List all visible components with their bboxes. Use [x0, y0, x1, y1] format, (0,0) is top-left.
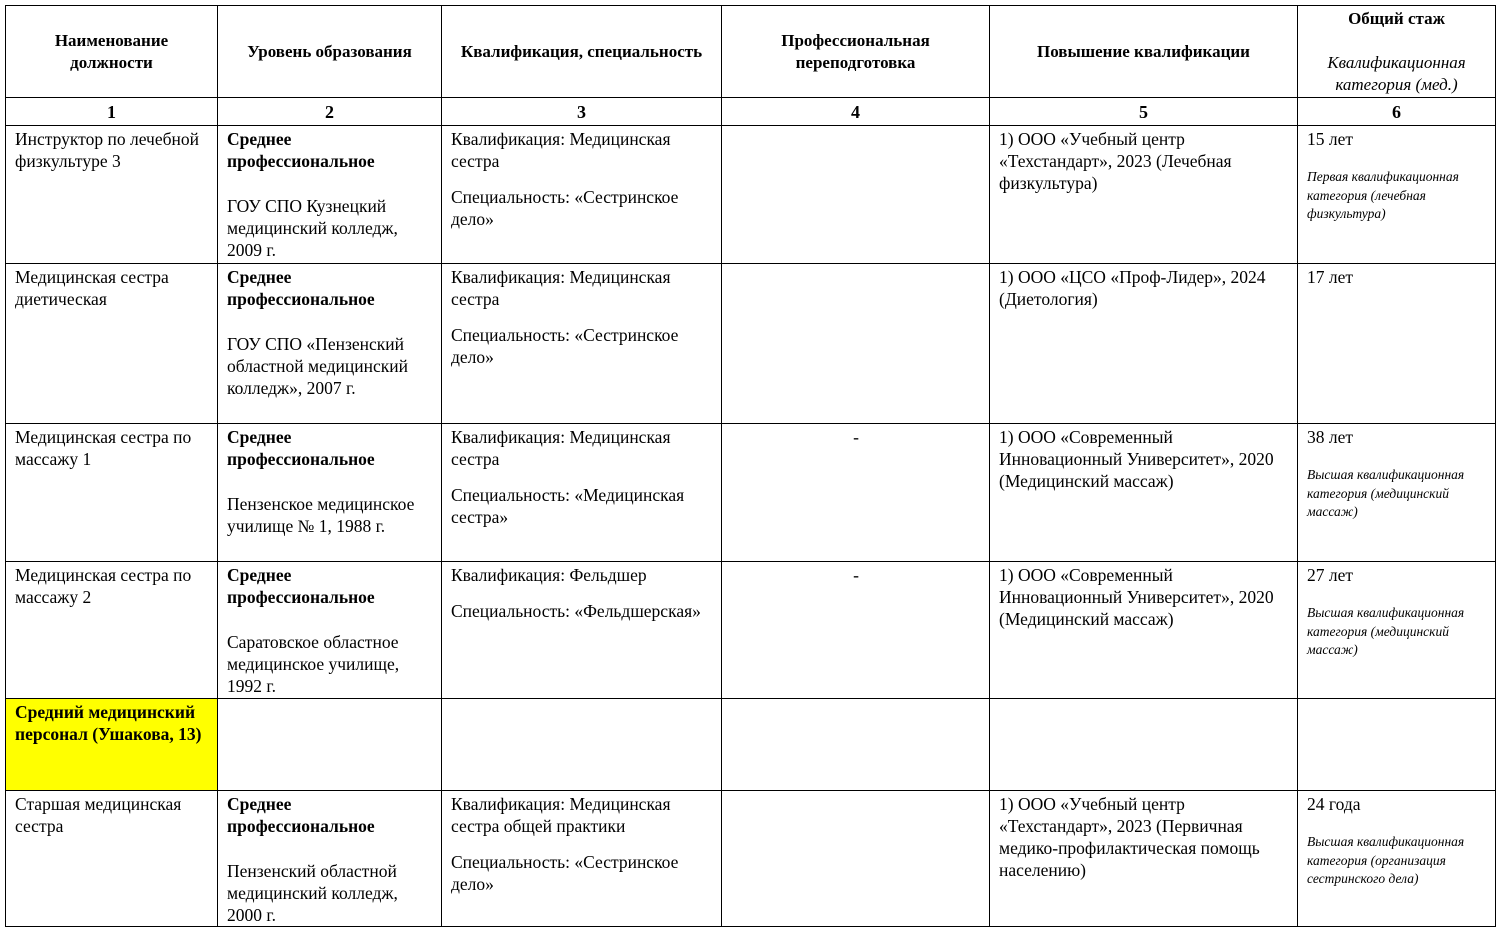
qualification-cell [442, 791, 722, 927]
experience-years: 17 лет [1307, 267, 1354, 287]
qualification-category: Высшая квалификационная категория (организация сестринского дела) [1307, 834, 1465, 886]
empty-cell [1298, 699, 1496, 791]
qualification-cell [442, 562, 722, 699]
education-institution: Саратовское областное медицинское училище, 1992 г. [227, 632, 400, 696]
education-level: Среднее профессиональное [227, 267, 375, 309]
experience-cell [1298, 264, 1496, 424]
retraining-cell [722, 424, 990, 562]
qualification: Квалификация: Медицинская сестра [451, 267, 671, 309]
column-number-row [6, 98, 1496, 126]
qualification-category: Высшая квалификационная категория (медицинский массаж) [1307, 605, 1465, 657]
header-category-subtitle: Квалификационная категория (мед.) [1327, 53, 1466, 94]
position-cell: Старшая медицинская сестра [6, 791, 218, 927]
position-cell: Медицинская сестра по массажу 1 [6, 424, 218, 562]
section-label: Средний медицинский персонал (Ушакова, 13) [6, 699, 218, 791]
empty-cell [990, 699, 1298, 791]
header-experience-title: Общий стаж [1348, 9, 1445, 28]
column-number: 1 [6, 98, 218, 126]
advanced-training-cell: 1) ООО «Учебный центр «Техстандарт», 2023 (Лечебная физкультура) [990, 126, 1298, 264]
header-experience [1298, 6, 1496, 98]
retraining-cell [722, 264, 990, 424]
header-education-level: Уровень образования [218, 6, 442, 98]
retraining-cell [722, 791, 990, 927]
position-cell: Медицинская сестра по массажу 2 [6, 562, 218, 699]
specialty: Специальность: «Сестринское дело» [451, 187, 679, 229]
education-level: Среднее профессиональное [227, 565, 375, 607]
advanced-training-cell: 1) ООО «Современный Инновационный Университет», 2020 (Медицинский массаж) [990, 562, 1298, 699]
column-number: 6 [1298, 98, 1496, 126]
position-cell: Инструктор по лечебной физкультуре 3 [6, 126, 218, 264]
retraining-cell [722, 126, 990, 264]
experience-cell [1298, 126, 1496, 264]
education-cell [218, 126, 442, 264]
qualification-category: Первая квалификационная категория (лечебная физкультура) [1307, 169, 1459, 221]
advanced-training-cell: 1) ООО «Современный Инновационный Университет», 2020 (Медицинский массаж) [990, 424, 1298, 562]
column-number: 5 [990, 98, 1298, 126]
qualification: Квалификация: Медицинская сестра [451, 427, 671, 469]
qualification-cell [442, 264, 722, 424]
position-cell: Медицинская сестра диетическая [6, 264, 218, 424]
column-number: 3 [442, 98, 722, 126]
advanced-training-cell: 1) ООО «ЦСО «Проф-Лидер», 2024 (Диетология) [990, 264, 1298, 424]
experience-years: 27 лет [1307, 565, 1354, 585]
specialty: Специальность: «Фельдшерская» [451, 601, 701, 621]
specialty: Специальность: «Медицинская сестра» [451, 485, 685, 527]
qualification-cell [442, 126, 722, 264]
table-row [6, 264, 1496, 424]
header-qualification: Квалификация, специальность [442, 6, 722, 98]
empty-cell [218, 699, 442, 791]
specialty: Специальность: «Сестринское дело» [451, 325, 679, 367]
experience-cell [1298, 424, 1496, 562]
qualification-category: Высшая квалификационная категория (медицинский массаж) [1307, 467, 1465, 519]
advanced-training-cell: 1) ООО «Учебный центр «Техстандарт», 2023 (Первичная медико-профилактическая помощь населению) [990, 791, 1298, 927]
table-row [6, 791, 1496, 927]
education-cell [218, 791, 442, 927]
education-cell [218, 562, 442, 699]
experience-cell [1298, 791, 1496, 927]
qualification-cell [442, 424, 722, 562]
retraining: - [853, 427, 859, 447]
experience-years: 24 года [1307, 794, 1361, 814]
qualification: Квалификация: Медицинская сестра [451, 129, 671, 171]
education-institution: ГОУ СПО Кузнецкий медицинский колледж, 2009 г. [227, 196, 398, 260]
table-row [6, 562, 1496, 699]
education-level: Среднее профессиональное [227, 427, 375, 469]
qualification: Квалификация: Медицинская сестра общей практики [451, 794, 671, 836]
header-position: Наименование должности [6, 6, 218, 98]
education-institution: ГОУ СПО «Пензенский областной медицинский колледж», 2007 г. [227, 334, 408, 398]
experience-cell [1298, 562, 1496, 699]
education-institution: Пензенское медицинское училище № 1, 1988 г. [227, 494, 415, 536]
column-number: 2 [218, 98, 442, 126]
header-retraining: Профессиональная переподготовка [722, 6, 990, 98]
retraining-cell [722, 562, 990, 699]
empty-cell [442, 699, 722, 791]
specialty: Специальность: «Сестринское дело» [451, 852, 679, 894]
column-number: 4 [722, 98, 990, 126]
qualification: Квалификация: Фельдшер [451, 565, 647, 585]
section-row [6, 699, 1496, 791]
staff-qualification-table [5, 5, 1496, 927]
retraining: - [853, 565, 859, 585]
header-row [6, 6, 1496, 98]
table-row [6, 424, 1496, 562]
education-level: Среднее профессиональное [227, 129, 375, 171]
header-advanced-training: Повышение квалификации [990, 6, 1298, 98]
education-cell [218, 264, 442, 424]
table-row [6, 126, 1496, 264]
education-cell [218, 424, 442, 562]
empty-cell [722, 699, 990, 791]
education-institution: Пензенский областной медицинский колледж, 2000 г. [227, 861, 398, 925]
experience-years: 38 лет [1307, 427, 1354, 447]
education-level: Среднее профессиональное [227, 794, 375, 836]
experience-years: 15 лет [1307, 129, 1354, 149]
